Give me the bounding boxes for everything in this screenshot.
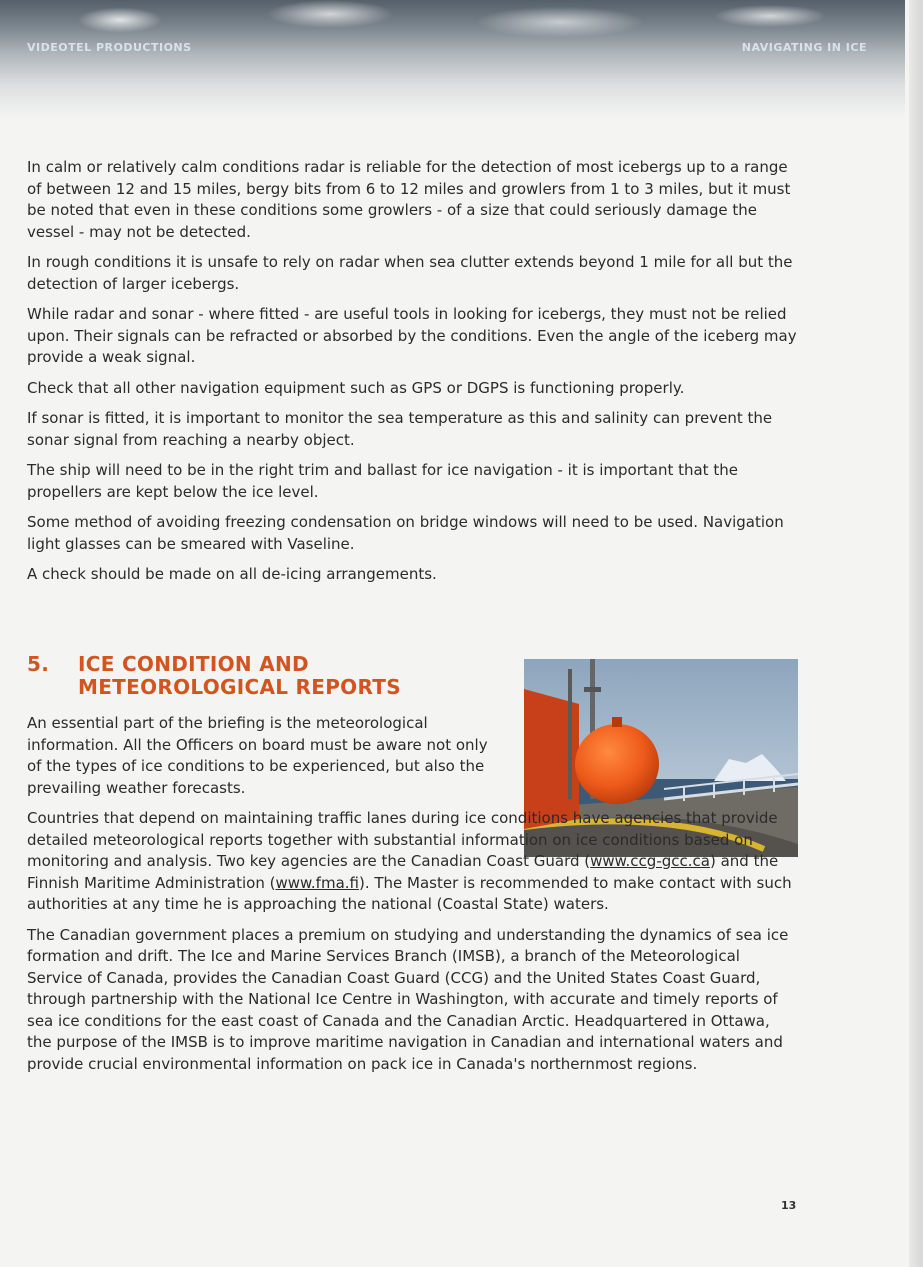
section-heading	[27, 653, 401, 699]
section-title-line1: ICE CONDITION AND	[78, 652, 309, 676]
page-edge	[909, 0, 923, 1267]
paragraph-agencies	[27, 808, 797, 916]
ccg-link[interactable]: www.ccg-gcc.ca	[590, 852, 710, 870]
section-body	[27, 713, 797, 1084]
fma-link[interactable]: www.fma.fi	[275, 873, 359, 892]
paragraph-agencies-start: Countries that depend on maintaining traffic lanes during ice conditions have agencies that provide detailed meteorological reports together with substantial information on ice conditions based on monitoring and analysis. Two key agencies are the Canadian Coast Guard (	[27, 809, 778, 870]
paragraph-condensation: Some method of avoiding freezing condensation on bridge windows will need to be used. Navigation light glasses can be smeared with Vaseline.	[27, 513, 784, 553]
paragraph-trim-ballast: The ship will need to be in the right trim and ballast for ice navigation - it is important that the propellers are kept below the ice level.	[27, 461, 738, 501]
section-title-line2: METEOROLOGICAL REPORTS	[78, 675, 401, 699]
paragraph-radar-calm: In calm or relatively calm conditions radar is reliable for the detection of most icebergs up to a range of between 12 and 15 miles, bergy bits from 6 to 12 miles and growlers from 1 to 3 miles, but it must be noted that even in these conditions some growlers - of a size that could seriously damage the vessel - may not be detected.	[27, 158, 791, 241]
paragraph-agencies-mid: ) and the Finnish Maritime Administration (	[27, 852, 779, 892]
paragraph-agencies-end: ). The Master is recommended to make contact with such authorities at any time he is approaching the national (Coastal State) waters.	[27, 873, 792, 913]
page-number: 13	[781, 1199, 797, 1212]
paragraph-gps-check: Check that all other navigation equipment such as GPS or DGPS is functioning properly.	[27, 378, 685, 397]
paragraph-radar-sonar: While radar and sonar - where fitted - are useful tools in looking for icebergs, they must not be relied upon. Their signals can be refracted or absorbed by the conditions. Even the angle of the iceberg may provide a weak signal.	[27, 305, 797, 366]
document-title: NAVIGATING IN ICE	[741, 41, 867, 54]
paragraph-de-icing: A check should be made on all de-icing arrangements.	[27, 565, 437, 583]
header-banner	[0, 0, 905, 118]
paragraph-sonar-temperature: If sonar is fitted, it is important to monitor the sea temperature as this and salinity can prevent the sonar signal from reaching a nearby object.	[27, 409, 773, 449]
section-number: 5.	[27, 652, 50, 676]
paragraph-briefing: An essential part of the briefing is the meteorological information. All the Officers on board must be aware not only of the types of ice conditions to be experienced, but also the prevailing weather forecasts.	[27, 714, 488, 797]
paragraph-radar-rough: In rough conditions it is unsafe to rely on radar when sea clutter extends beyond 1 mile for all but the detection of larger icebergs.	[27, 253, 793, 293]
publisher-label: VIDEOTEL PRODUCTIONS	[27, 41, 192, 54]
intro-text	[27, 157, 797, 595]
paragraph-imsb: The Canadian government places a premium on studying and understanding the dynamics of sea ice formation and drift. The Ice and Marine Services Branch (IMSB), a branch of the Meteorological Service of Canada, provides the Canadian Coast Guard (CCG) and the United States Coast Guard, through partnership with the National Ice Centre in Washington, with accurate and timely reports of sea ice conditions for the east coast of Canada and the Canadian Arctic. Headquartered in Ottawa, the purpose of the IMSB is to improve maritime navigation in Canadian and international waters and provide crucial environmental information on pack ice in Canada's northernmost regions.	[27, 925, 789, 1073]
